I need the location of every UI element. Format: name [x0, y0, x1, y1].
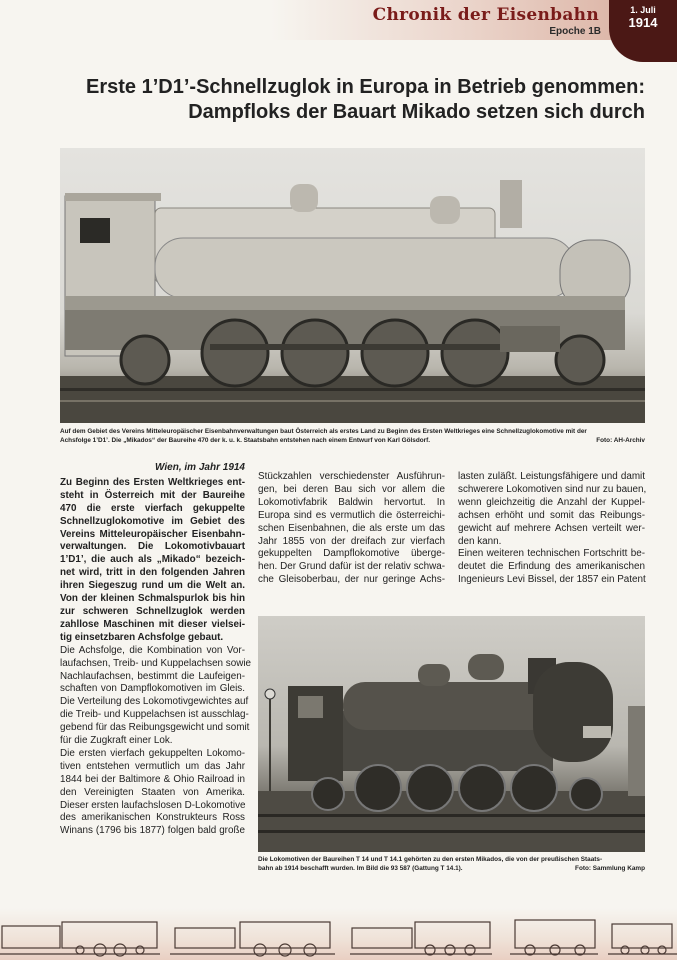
body-paragraph: [60, 644, 252, 748]
photo2-caption: [258, 856, 645, 873]
body-line: 1844 bei der Baltimore & Ohio Railroad in: [60, 773, 245, 785]
body-line: Jahr 1855 von der dreifach zur vierfach: [258, 535, 445, 547]
body-line: gekuppelten Dampflokomotive überge-: [258, 548, 445, 560]
photo1-caption: [60, 428, 645, 445]
lead-line: steht in Österreich mit der Baureihe: [60, 489, 245, 501]
body-line: den kann.: [458, 535, 502, 547]
body-line: achsen erhöht und somit das Reibungs-: [458, 509, 645, 521]
body-line: Winans (1796 bis 1877) folgen bald große: [60, 825, 245, 837]
locomotive-silhouettes: [0, 908, 677, 960]
body-line: des amerikanischen Konstrukteurs Ross: [60, 812, 245, 824]
headline: [40, 75, 645, 125]
body-line: gebend für das Reibungsgewicht und somit: [60, 722, 250, 734]
body-line: Die Achsfolge, die Kombination von Vor-: [60, 644, 245, 656]
lead-line: Vereins Mitteleuropäischer Eisenbahn-: [60, 528, 245, 540]
epoch-label: Epoche 1B: [549, 26, 601, 37]
body-line: deutet die Erfindung des amerikanischen: [458, 561, 645, 573]
body-line: Europa sind es vermutlich die österreichi-: [258, 509, 445, 521]
lead-line: zur schweren Schnellzuglok werden: [60, 605, 245, 617]
lead-line: zahllose Maschinen mit dieser vielsei-: [60, 618, 245, 630]
body-paragraph: [60, 748, 245, 838]
body-line: Lokomotivfabrik Baldwin hervortut. In: [258, 496, 445, 508]
caption-line: Auf dem Gebiet des Vereins Mitteleuropäischer Eisenbahnverwaltungen baut Österreich als erstes Land zu Beginn des Ersten Weltkrieges eine Schnellzuglokomotive mit der: [60, 428, 587, 435]
body-line: gewicht auf mehrere Achsen verteilt wer-: [458, 522, 645, 534]
body-line: hen. Der Grund dafür ist der relativ schwa-: [258, 561, 445, 573]
locomotive-photo-t14: [258, 616, 645, 852]
body-line: Ingenieurs Levi Bissel, der 1857 ein Patent: [458, 574, 646, 586]
body-line: schen Eisenbahnen, die als erste um das: [258, 522, 445, 534]
locomotive-photo-470: [60, 148, 645, 423]
caption-line: Achsfolge 1’D1’. Die „Mikados“ der Baureihe 470 der k. u. k. Staatsbahn entstehen nach einem Entwurf von Karl Gölsdorf.: [60, 436, 431, 444]
locomotive-illustration: [60, 148, 645, 423]
body-line: wenn gleichzeitig die Anzahl der Kuppel-: [458, 496, 645, 508]
body-line: Die ersten vierfach gekuppelten Lokomo-: [60, 747, 245, 759]
body-paragraph: [458, 471, 645, 548]
photo-credit: Foto: Sammlung Kamp: [575, 864, 645, 872]
body-line: Stückzahlen verschiedenster Ausführun-: [258, 471, 445, 482]
caption-line: bahn ab 1914 beschafft wurden. Im Bild die 93 587 (Gattung T 14.1).: [258, 864, 463, 872]
body-line: für die Zugkraft einer Lok.: [60, 735, 173, 747]
lead-line: net wird, tritt in den folgenden Jahren: [60, 567, 245, 579]
body-line: tiven entstehen vermutlich um das Jahr: [60, 760, 245, 772]
lead-line: tig einsetzbaren Achsfolge gebaut.: [60, 631, 224, 643]
lead-line: 1’D1’, die auch als „Mikado“ bezeich-: [60, 554, 245, 566]
body-line: Dieser ersten laufachslosen D-Lokomotive: [60, 799, 246, 811]
date-year: 1914: [628, 15, 658, 30]
body-line: che Gleisoberbau, der nur geringe Achs-: [258, 574, 445, 586]
lead-line: verwaltungen. Die Lokomotivbauart: [60, 541, 245, 553]
lead-line: Zu Beginn des Ersten Weltkrieges ent-: [60, 476, 245, 488]
body-line: gen, bei deren Bau sich vor allem die: [258, 483, 445, 495]
lead-line: Von der kleinen Schmalspurlok bis hin: [60, 593, 245, 605]
article-column-1: [60, 462, 252, 838]
locomotive-illustration: [258, 616, 645, 852]
body-line: laufachsen, Treib- und Kuppelachsen sowie: [60, 657, 252, 669]
body-line: den Vereinigten Staaten von Amerika.: [60, 786, 245, 798]
photo-credit: Foto: AH-Archiv: [596, 436, 645, 444]
series-title: Chronik der Eisenbahn: [372, 5, 599, 25]
headline-line-2: Dampfloks der Bauart Mikado setzen sich durch: [188, 101, 645, 123]
body-line: Die Verteilung des Lokomotivgewichtes auf: [60, 696, 249, 708]
body-line: schwerere Lokomotiven sind nur zu bauen,: [458, 483, 647, 495]
date-day: 1. Juli: [630, 5, 656, 15]
headline-line-1: Erste 1’D1’-Schnellzuglok in Europa in Betrieb genommen:: [86, 76, 645, 98]
body-line: Einen weiteren technischen Fortschritt be-: [458, 548, 645, 560]
body-line: lasten zuläßt. Leistungsfähigere und damit: [458, 471, 645, 482]
body-line: Nachlaufachsen, bestimmt die Laufeigen-: [60, 670, 245, 682]
article-column-3: [458, 471, 645, 587]
article-column-2: [258, 471, 445, 587]
body-line: die Treib- und Kuppelachsen ist ausschlag-: [60, 709, 249, 721]
date-tab: [609, 0, 677, 62]
body-paragraph: [258, 471, 445, 587]
dateline: Wien, im Jahr 1914: [155, 462, 245, 473]
lead-line: 470 die erste vierfach gekuppelte: [60, 502, 245, 514]
body-line: schaften von Dampflokomotiven im Gleis.: [60, 683, 245, 695]
footer-locomotive-strip: [0, 908, 677, 960]
lead-paragraph: [60, 477, 245, 645]
caption-line: Die Lokomotiven der Baureihen T 14 und T 14.1 gehörten zu den ersten Mikados, die von der preußischen Staats-: [258, 856, 603, 863]
body-paragraph: [458, 548, 645, 587]
lead-line: Schnellzuglokomotive im Gebiet des: [60, 515, 245, 527]
lead-line: ihren Siegeszug rund um die Welt an.: [60, 580, 245, 592]
